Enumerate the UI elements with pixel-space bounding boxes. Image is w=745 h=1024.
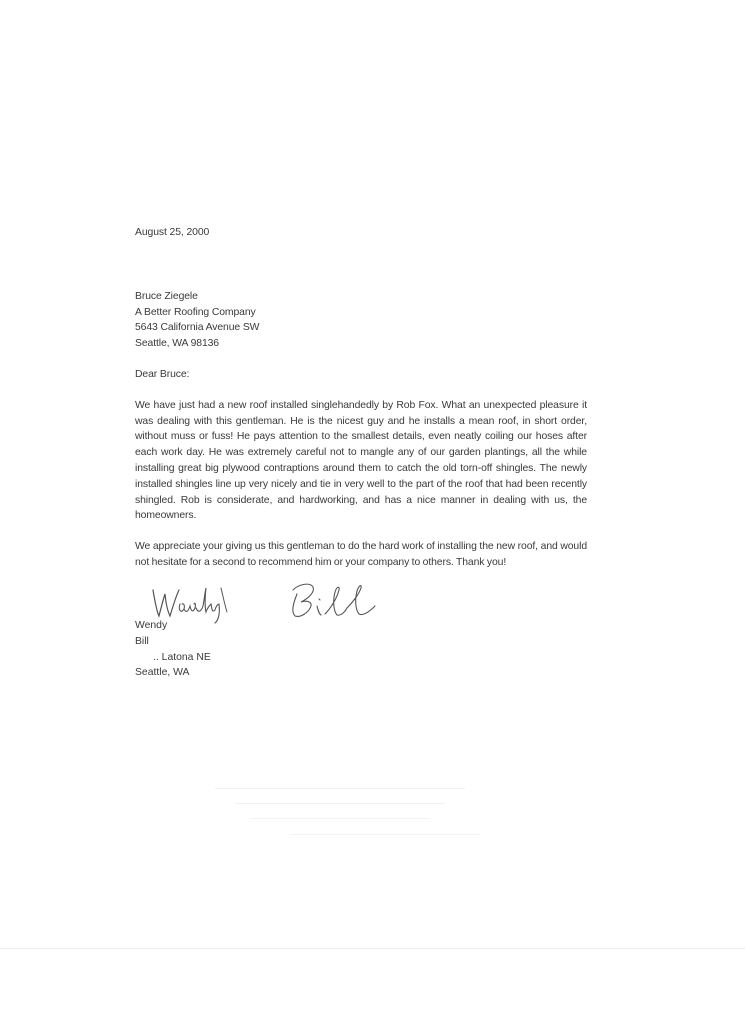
bleed-through-line	[235, 803, 445, 804]
bill-signature	[283, 578, 395, 624]
salutation: Dear Bruce:	[135, 368, 190, 380]
bleed-through-line	[215, 788, 465, 789]
recipient-name: Bruce Ziegele	[135, 290, 198, 302]
closing-street: .. Latona NE	[153, 651, 211, 663]
closing-city: Seattle, WA	[135, 667, 190, 679]
closing-name-wendy: Wendy	[135, 620, 168, 631]
closing-name-bill: Bill	[135, 635, 149, 647]
body-paragraph-2: We appreciate your giving us this gentleman to do the hard work of installing the new roof, and would not hesitate for a second to recommend him or your company to others. Thank you!	[135, 541, 587, 568]
recipient-city: Seattle, WA 98136	[135, 338, 219, 350]
letter-date: August 25, 2000	[135, 227, 210, 238]
closing-block	[135, 618, 211, 681]
bleed-through-line	[290, 834, 480, 835]
scan-edge-line	[0, 948, 745, 949]
letter-body	[135, 225, 587, 571]
body-paragraph-1: We have just had a new roof installed singlehandedly by Rob Fox. What an unexpected pleasure it was dealing with this gentleman. He is the nicest guy and he installs a mean roof, in short order, without muss or fuss! He pays attention to the smallest details, even neatly coiling our hoses after each work day. He was extremely careful not to mangle any of our garden plantings, all the while installing great big plywood contraptions around them to catch the old torn-off shingles. The newly installed shingles line up very nicely and tie in very well to the part of the roof that had been recently shingled. Rob is considerate, and hardworking, and has a nice manner in dealing with us, the homeowners.	[135, 399, 587, 522]
recipient-address	[135, 289, 587, 352]
recipient-company: A Better Roofing Company	[135, 306, 256, 318]
recipient-street: 5643 California Avenue SW	[135, 322, 260, 334]
closing-street-text: Latona NE	[161, 651, 211, 663]
bleed-through-line	[250, 818, 430, 819]
